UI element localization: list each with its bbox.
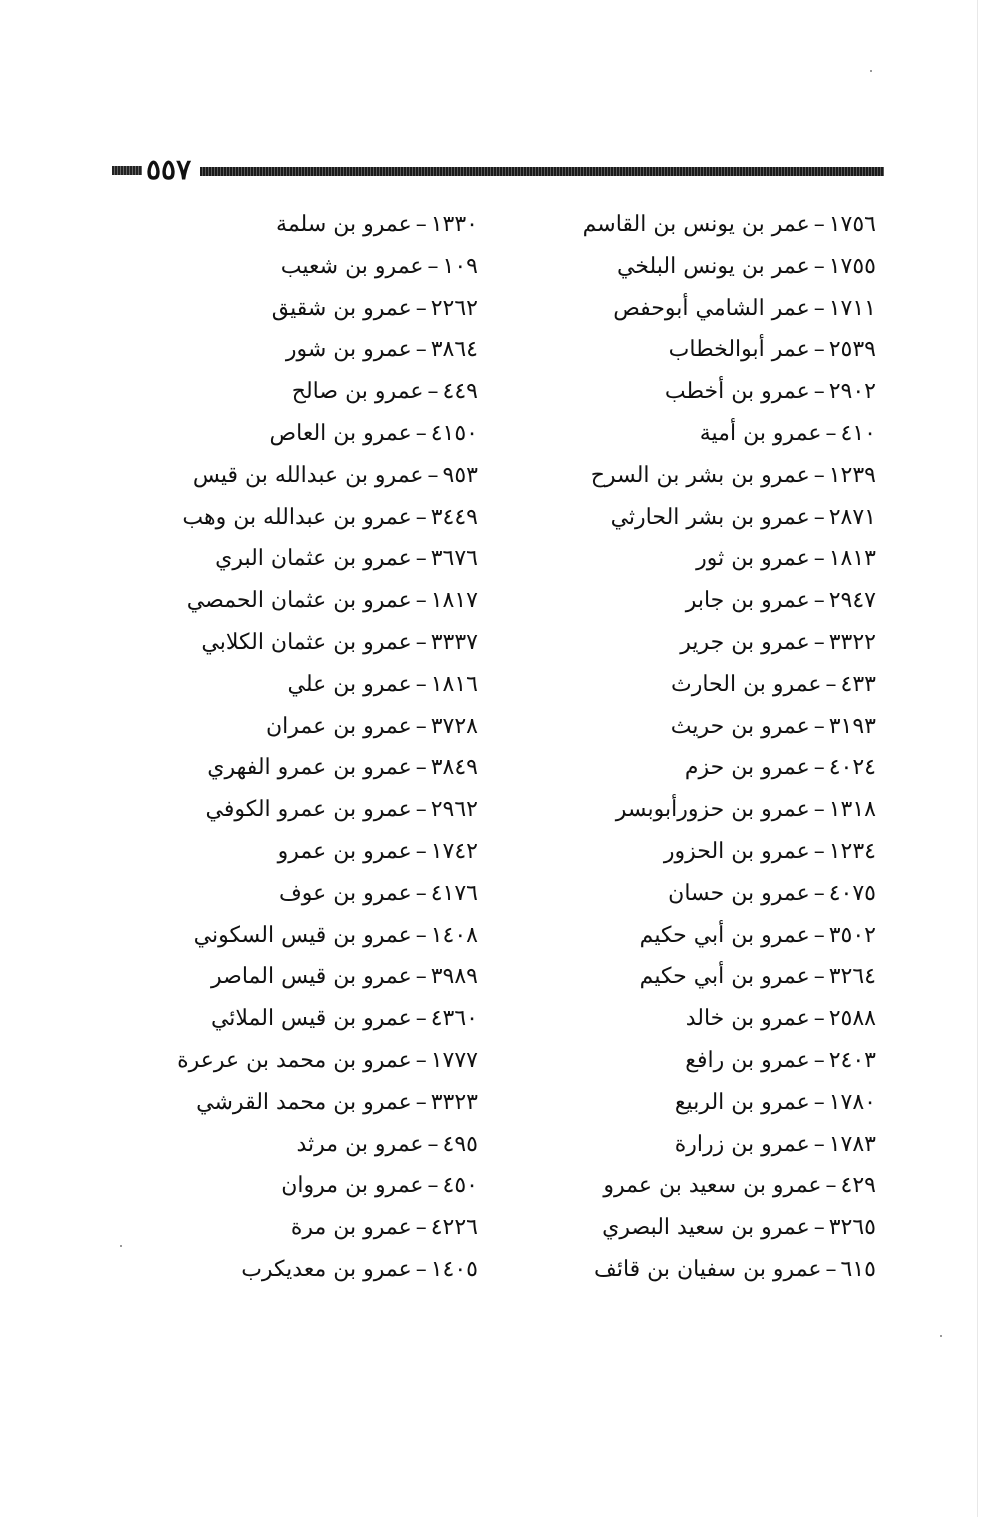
index-entry [178,956,478,998]
entry-dash: – [415,1047,427,1073]
entry-dash: – [427,1173,439,1199]
index-entry [596,329,876,371]
entry-number: ٤٠٢٤ [828,755,876,781]
entry-number: ٩٥٣ [442,462,478,488]
entry-name: عمرو بن شقيق [271,295,412,321]
index-entry [178,873,478,915]
scan-speck [120,1245,122,1247]
entry-number: ٣٤٤٩ [430,504,478,530]
index-column-left [178,204,478,1291]
entry-dash: – [415,671,427,697]
scan-speck [870,70,872,72]
entry-name: عمرو بن محمد بن عرعرة [177,1047,412,1073]
index-entry [178,538,478,580]
entry-name: عمرو بن عمرو [277,838,412,864]
entry-name: عمرو بن أبي حكيم [639,922,810,948]
entry-name: عمرو بن عثمان البري [215,546,412,572]
entry-number: ٤٣٣ [840,671,876,697]
entry-name: عمرو بن سعيد بن عمرو [603,1173,822,1199]
entry-number: ١٤٠٨ [430,922,478,948]
entry-number: ٢٩٦٢ [430,797,478,823]
entry-name: عمرو بن حزم [684,755,810,781]
entry-name: عمرو بن صالح [291,379,424,405]
entry-number: ٢٨٧١ [828,504,876,530]
entry-dash: – [813,504,825,530]
entry-dash: – [813,713,825,739]
index-entry [178,204,478,246]
entry-name: عمرو بن العاص [269,420,412,446]
index-entry [596,580,876,622]
entry-dash: – [813,1215,825,1241]
entry-number: ٤٣٦٠ [430,1006,478,1032]
index-entry [178,622,478,664]
entry-dash: – [415,1215,427,1241]
entry-name: عمرو بن الحزور [663,838,810,864]
entry-name: عمرو بن معديكرب [241,1256,412,1282]
index-entry [178,1082,478,1124]
entry-number: ٣٣٢٣ [430,1089,478,1115]
entry-dash: – [415,546,427,572]
entry-name: عمر بن يونس البلخي [616,253,810,279]
page-header [112,153,884,186]
index-entry [596,1207,876,1249]
entry-dash: – [415,797,427,823]
entry-name: عمرو بن مرثد [296,1131,424,1157]
entry-number: ٣٥٠٢ [828,922,876,948]
entry-dash: – [415,1006,427,1032]
entry-dash: – [813,755,825,781]
entry-dash: – [427,379,439,405]
index-entry [178,497,478,539]
index-entry [178,915,478,957]
entry-number: ١٧١١ [828,295,876,321]
index-entry [596,1082,876,1124]
entry-number: ١٧٧٧ [430,1047,478,1073]
entry-dash: – [813,1006,825,1032]
index-entry [590,455,876,497]
entry-number: ٤٠٧٥ [828,880,876,906]
index-entry [178,747,478,789]
entry-dash: – [427,1131,439,1157]
entry-number: ٤١٧٦ [430,880,478,906]
entry-name: عمرو بن مروان [281,1173,424,1199]
entry-number: ٣٣٣٧ [430,629,478,655]
entry-name: عمرو بن الربيع [674,1089,810,1115]
entry-number: ٢٢٦٢ [430,295,478,321]
entry-number: ١٠٩ [442,253,478,279]
index-entry [596,246,876,288]
entry-name: عمر الشامي أبوحفص [613,295,810,321]
page-edge-line [977,0,978,1517]
index-entry [596,664,876,706]
entry-dash: – [415,588,427,614]
entry-number: ١٢٣٩ [828,462,876,488]
entry-name: عمرو بن خالد [685,1006,810,1032]
entry-name: عمر بن يونس بن القاسم [582,212,810,237]
entry-dash: – [825,671,837,697]
entry-number: ٤٥٠ [442,1173,478,1199]
entry-number: ٤١٠ [840,420,876,446]
index-entry [596,873,876,915]
index-entry [596,1124,876,1166]
entry-name: عمرو بن جرير [680,629,810,655]
entry-dash: – [415,420,427,446]
entry-name: عمرو بن عبدالله بن وهب [182,504,412,530]
entry-dash: – [813,295,825,321]
entry-number: ٣٢٦٤ [828,964,876,990]
entry-number: ٣١٩٣ [828,713,876,739]
entry-dash: – [415,713,427,739]
entry-number: ١٧٥٥ [828,253,876,279]
entry-dash: – [415,1089,427,1115]
index-entry [596,622,876,664]
entry-dash: – [427,253,439,279]
entry-number: ١٣١٨ [828,797,876,823]
entry-dash: – [415,922,427,948]
entry-number: ٣٧٢٨ [430,713,478,739]
entry-dash: – [813,922,825,948]
entry-name: عمرو بن عمرو الفهري [207,755,412,781]
entry-dash: – [813,546,825,572]
entry-dash: – [415,838,427,864]
entry-dash: – [813,964,825,990]
entry-name: عمرو بن بشر بن السرح [590,462,810,488]
entry-dash: – [427,462,439,488]
entry-dash: – [813,253,825,279]
entry-number: ٤١٥٠ [430,420,478,446]
entry-dash: – [825,1256,837,1282]
entry-number: ١٧٨٠ [828,1089,876,1115]
entry-number: ١٨١٦ [430,671,478,697]
entry-name: عمرو بن حريث [670,713,810,739]
index-entry [596,915,876,957]
entry-number: ٤٤٩ [442,379,478,405]
index-entry [596,706,876,748]
entry-dash: – [825,1173,837,1199]
index-entry [178,998,478,1040]
page-number: ٥٥٧ [146,153,192,186]
entry-dash: – [415,295,427,321]
entry-name: عمرو بن سعيد البصري [602,1215,810,1241]
entry-number: ٣٩٨٩ [430,964,478,990]
index-entry [178,1124,478,1166]
entry-number: ١٧٨٣ [828,1131,876,1157]
entry-dash: – [415,337,427,363]
entry-name: عمرو بن قيس الملائي [210,1006,412,1032]
entry-dash: – [415,504,427,530]
index-entry [178,329,478,371]
index-entry [178,371,478,413]
index-entry [178,789,478,831]
index-entry [596,956,876,998]
entry-number: ٤٩٥ [442,1131,478,1157]
index-entry [178,413,478,455]
entry-dash: – [813,462,825,488]
entry-name: عمرو بن شور [285,337,412,363]
entry-dash: – [415,880,427,906]
entry-name: عمرو بن أخطب [664,379,810,405]
index-entry [178,1165,478,1207]
scan-speck [940,1335,942,1337]
entry-name: عمرو بن مرة [290,1215,412,1241]
index-entry [596,413,876,455]
index-entry [596,789,876,831]
header-ornament [112,166,142,175]
entry-number: ١٢٣٤ [828,838,876,864]
entry-name: عمرو بن عثمان الحمصي [186,588,412,614]
entry-dash: – [813,588,825,614]
entry-number: ٣٢٦٥ [828,1215,876,1241]
entry-number: ٦١٥ [840,1256,876,1282]
entry-name: عمرو بن قيس السكوني [193,922,412,948]
entry-dash: – [415,212,427,237]
entry-number: ٣٨٤٩ [430,755,478,781]
entry-number: ٣٣٢٢ [828,629,876,655]
entry-number: ١٣٣٠ [430,212,478,237]
entry-number: ١٤٠٥ [430,1256,478,1282]
entry-number: ٣٦٧٦ [430,546,478,572]
entry-name: عمرو بن محمد القرشي [196,1089,412,1115]
entry-name: عمرو بن عمرو الكوفي [205,797,412,823]
entry-name: عمرو بن عبدالله بن قيس [192,462,424,488]
index-entry [596,998,876,1040]
entry-dash: – [813,797,825,823]
entry-name: عمرو بن أبي حكيم [639,964,810,990]
entry-name: عمرو بن قيس الماصر [211,964,412,990]
entry-name: عمرو بن علي [287,671,412,697]
entry-name: عمرو بن الحارث [671,671,822,697]
entry-dash: – [813,1131,825,1157]
entry-name: عمر أبوالخطاب [668,337,810,363]
entry-name: عمرو بن بشر الحارثي [610,504,810,530]
entry-number: ٢٤٠٣ [828,1047,876,1073]
index-entry [596,371,876,413]
entry-number: ١٨١٣ [828,546,876,572]
index-entry [178,1249,478,1291]
entry-number: ١٧٥٦ [828,212,876,237]
index-entry [596,831,876,873]
entry-dash: – [813,337,825,363]
index-entry [596,747,876,789]
entry-number: ١٧٤٢ [430,838,478,864]
entry-name: عمرو بن أمية [699,420,822,446]
index-entry [178,1040,478,1082]
index-entry [596,288,876,330]
entry-name: عمرو بن شعيب [280,253,424,279]
index-entry [596,497,876,539]
entry-dash: – [415,964,427,990]
entry-name: عمرو بن سلمة [276,212,412,237]
entry-name: عمرو بن عمران [266,713,412,739]
entry-dash: – [415,755,427,781]
entry-number: ٢٩٠٢ [828,379,876,405]
index-entry [178,831,478,873]
entry-name: عمرو بن حزورأبوبسر [615,797,810,823]
index-entry [178,455,478,497]
entry-number: ٣٨٦٤ [430,337,478,363]
entry-name: عمرو بن جابر [685,588,810,614]
entry-dash: – [813,379,825,405]
header-rule [200,167,884,176]
entry-number: ٢٥٣٩ [828,337,876,363]
index-entry [596,538,876,580]
index-entry [178,1207,478,1249]
entry-name: عمرو بن حسان [668,880,810,906]
entry-dash: – [813,629,825,655]
entry-number: ٤٢٩ [840,1173,876,1199]
entry-dash: – [813,880,825,906]
index-entry [596,1040,876,1082]
index-entry [582,204,876,246]
entry-dash: – [415,629,427,655]
index-entry [178,706,478,748]
entry-name: عمرو بن رافع [685,1047,810,1073]
entry-number: ٤٢٢٦ [430,1215,478,1241]
entry-name: عمرو بن زرارة [674,1131,810,1157]
entry-dash: – [813,1047,825,1073]
index-column-right [582,204,876,1291]
entry-dash: – [415,1256,427,1282]
entry-name: عمرو بن سفيان بن قائف [594,1256,822,1282]
entry-dash: – [813,1089,825,1115]
entry-number: ٢٥٨٨ [828,1006,876,1032]
entry-number: ١٨١٧ [430,588,478,614]
index-entry [596,1165,876,1207]
entry-name: عمرو بن ثور [696,546,810,572]
index-entry [178,580,478,622]
entry-name: عمرو بن عثمان الكلابي [201,629,412,655]
entry-dash: – [825,420,837,446]
entry-number: ٢٩٤٧ [828,588,876,614]
index-entry [178,664,478,706]
index-entry [178,288,478,330]
index-entry [178,246,478,288]
entry-dash: – [813,838,825,864]
index-entry [596,1249,876,1291]
entry-dash: – [813,212,825,237]
entry-name: عمرو بن عوف [278,880,412,906]
